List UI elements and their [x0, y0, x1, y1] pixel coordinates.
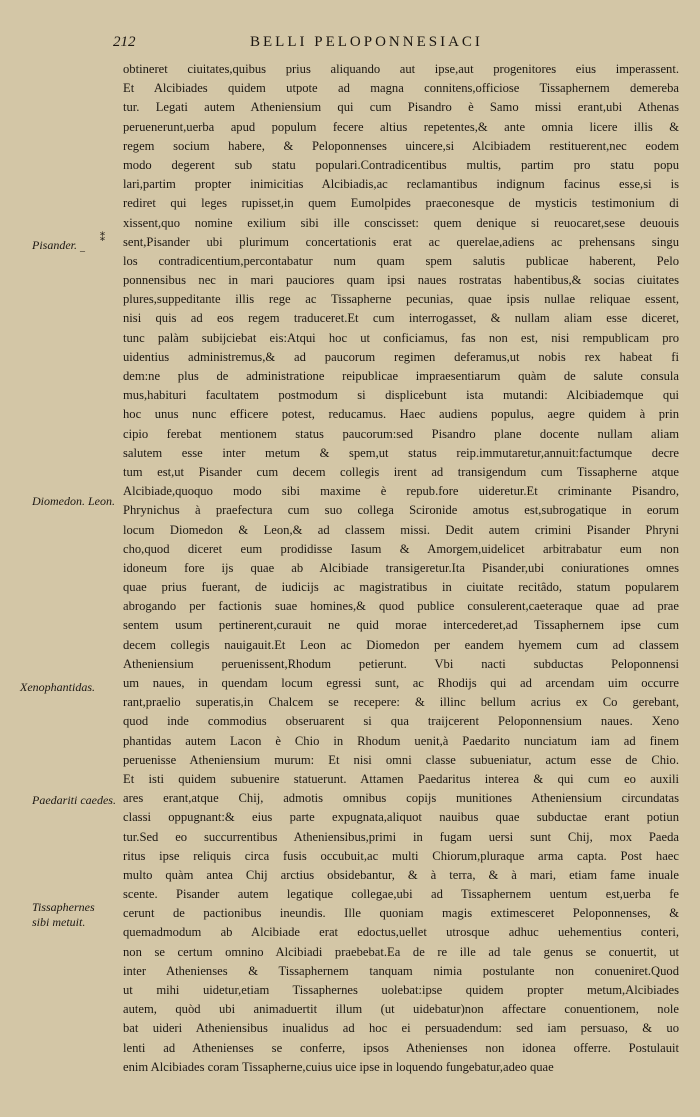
text-line: sentem usum pertinerent,curauit ne quid morae intercederet,ad Tissaphernem ipse cum	[123, 618, 679, 633]
text-line: quemadmodum ab Alcibiade erat edoctus,uellet utrosque adhuc uehementius conteri,	[123, 925, 679, 940]
text-line: nisi quis ad eos regem traduceret.Et cum interrogasset, & nullam aliam esse diceret,	[123, 311, 679, 326]
text-line: quae prius fuerant, de iudicijs ac magistratibus in ciuitate recitâdo, statum popularem	[123, 580, 679, 595]
text-line: rant,praelio superatis,in Chalcem se recepere: & illinc bellum acrius ex Co gerebant,	[123, 695, 679, 710]
text-line: tunc palàm subijciebat eis:Atqui hoc ut conficiamus, fas non est, nisi rempublicam pro	[123, 330, 679, 345]
page-number: 212	[113, 34, 136, 50]
text-line: tur.Sed eo succurrentibus Atheniensibus,primi in fugam uersi sunt Chij, mox Paeda	[123, 829, 679, 844]
text-line: modo degerent sub statu populari.Contradicentibus multis, partim pro statu popu	[123, 157, 679, 172]
margin-note-paedariti-caedes: Paedariti caedes.	[32, 793, 116, 807]
text-line: uidentius administremus,& ad paucorum regimen deferamus,ut nobis rex habeat fi	[123, 349, 679, 364]
text-line: lari,partim propter inimicitias Alcibiadis,ac reclamantibus indignum facinus esse,si is	[123, 177, 679, 192]
text-line: cerunt de pactionibus ineundis. Ille quoniam magis extimesceret Peloponnenses, &	[123, 906, 679, 921]
text-line: bat uideri Atheniensibus inualidus ad hoc ei persuadendum: sed iam persuaso, & uo	[123, 1021, 679, 1036]
text-line: scente. Pisander autem legatique collegae,ubi ad Tissaphernem uentum est,uerba fe	[123, 887, 679, 902]
margin-note-pisander: Pisander.	[32, 238, 77, 252]
text-line: peruenerunt,uerba apud populum fecere altius repetentes,& ante omnia licere illis &	[123, 119, 679, 134]
text-line: Alcibiade,quoquo modo sibi maxime è repub.fore uideretur.Et criminante Pisandro,	[123, 484, 679, 499]
text-line: rediret qui leges rupisset,in quem Eumolpides praeconesque de mysticis testimonium di	[123, 196, 679, 211]
text-line: mus,habituri facultatem postmodum si displicebunt ista mutandi: Alcibiademque qui	[123, 388, 679, 403]
text-line: Et Alcibiades quidem utpote ad magna connitens,officiose Tissaphernem demereba	[123, 81, 679, 96]
text-line: cho,quod diceret eum prodidisse Iasum & Amorgem,uidelicet arbitrabatur eum non	[123, 541, 679, 556]
text-line: ares erant,atque Chij, admotis omnibus copijs munitiones Atheniensium circundatas	[123, 791, 679, 806]
text-line: Phrynichus à praefectura cum suo collega Scironide amotus est,subrogatique in eorum	[123, 503, 679, 518]
text-line: um naues, in quendam locum egressi sunt, ac Rhodijs qui ad arcendam uim occurre	[123, 676, 679, 690]
text-line: sent,Pisander ubi plurimum concertationis erat ac querelae,adiens ac prehensans singu	[123, 234, 679, 249]
text-line: classi oppugnant:& eius parte expugnata,aliquot nauibus quae subductae erant potiun	[123, 810, 679, 825]
margin-note-xenophantidas: Xenophantidas.	[20, 680, 95, 694]
margin-mark-icon: ⁑	[100, 233, 105, 244]
text-line: autem, quòd ubi animaduertit illum (ut uidebatur)non affectare conuentionem, nole	[123, 1002, 679, 1017]
text-line: quod inde commodius obseruarent si qua traijcerent Peloponnensium naues. Xeno	[123, 714, 679, 729]
page-header	[0, 34, 700, 58]
text-line: cipio ferebat mentionem status paucorum:sed Pisandro plane docente nullam aliam	[123, 426, 679, 441]
margin-note-tissaphernes: Tissaphernes sibi metuit.	[32, 900, 95, 929]
body-text	[123, 60, 679, 1077]
running-title: BELLI PELOPONNESIACI	[250, 34, 483, 50]
text-line: salutem esse inter metum & spem,ut status reip.immutaretur,annuit:factumque decre	[123, 445, 679, 460]
text-line: enim Alcibiades coram Tissapherne,cuius uice ipse in loquendo fungebatur,adeo quae	[123, 1059, 554, 1074]
text-line: phantidas autem Lacon è Chio in Rhodum uenit,à Paedarito nunciatum iam ad finem	[123, 733, 679, 748]
text-line: peruenisse Atheniensium murum: Et nisi omni classe subueniatur, actum esse de Chio.	[123, 752, 679, 767]
text-line: decem collegis nauigauit.Et Leon ac Diomedon per eandem hyemem cum ad classem	[123, 637, 679, 652]
text-line: obtineret ciuitates,quibus prius aliquando aut ipse,aut progenitores eius imperassent.	[123, 62, 679, 76]
text-line: hoc unus nunc efficere potest, reducamus. Haec audiens populus, aegre quidem à prin	[123, 407, 679, 422]
text-line: idoneum fore ijs quae ab Alcibiade transigeretur.Ita Pisander,ubi coniurationes omnes	[123, 560, 679, 575]
text-line: multo quàm antea Chij arctius obsidebantur, & à terra, & à mari, etiam fame inuale	[123, 867, 679, 882]
text-line: xissent,quo nomine exilium sibi ille conscisset: quem denique si reuocaret,sese deuouis	[123, 215, 679, 230]
text-line: ut mihi uidetur,etiam Tissaphernes uolebat:ipse quidem propter metum,Alcibiades	[123, 983, 679, 997]
margin-note-diomedon-leon: Diomedon. Leon.	[32, 494, 115, 508]
text-line: Atheniensium peruenissent,Rhodum petierunt. Vbi nacti subductas Peloponnensi	[123, 656, 679, 671]
margin-dash-icon: –	[80, 246, 85, 257]
text-line: lenti ad Athenienses se conferre, ipsos Athenienses non idonea offerre. Postulauit	[123, 1040, 679, 1055]
text-line: inter Athenienses & Tissaphernem tanquam nimia postulante non conueniret.Quod	[123, 963, 679, 978]
text-line: locum Diomedon & Leon,& ad classem missi. Dedit autem crimini Pisander Phryni	[123, 522, 679, 537]
text-line: non se certum omnino Alcibiadi praebebat.Ea de re ille ad tale genus se conuertit, ut	[123, 944, 679, 959]
text-line: plures,suppeditante illis rege ac Tissapherne pecunias, quae ipsis nullae reliquae essent,	[123, 292, 679, 307]
text-line: regem socium habere, & Peloponnenses uincere,si Alcibiadem restituerent,nec eodem	[123, 138, 679, 153]
text-line: tur. Legati autem Atheniensium qui cum Pisandro è Samo missi erant,ubi Athenas	[123, 100, 679, 115]
text-line: ritus ipse reliquis circa fusis occubuit,ac multi Chiorum,pluraque arma capta. Post haec	[123, 848, 679, 863]
text-line: dem:ne plus de administratione reipublicae impraesentiarum quàm de salute consula	[123, 369, 679, 383]
text-line: tum est,ut Pisander cum decem collegis irent ad transigendum cum Tissapherne atque	[123, 464, 679, 479]
text-line: ponnensibus nec in mari pauciores quam ipsi naues rostratas habentibus,& socias ciuitates	[123, 273, 679, 288]
text-line: Et isti quidem subuenire statuerunt. Attamen Paedaritus interea & qui cum eo auxili	[123, 771, 679, 786]
text-line: los contradicentium,percontabatur num quam spem salutis publicae haberent, Pelo	[123, 253, 679, 268]
text-line: abrogando per factionis suae homines,& quod publice consulerent,caeteraque quae ad prae	[123, 599, 679, 614]
